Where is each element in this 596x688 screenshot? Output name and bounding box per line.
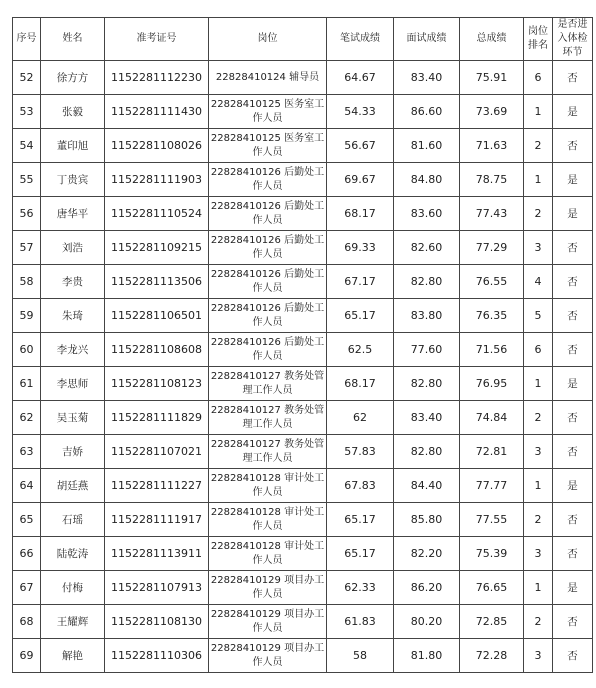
- cell-written-score: 64.67: [327, 61, 394, 95]
- cell-interview-score: 82.80: [394, 435, 460, 469]
- cell-total-score: 72.81: [460, 435, 524, 469]
- cell-post: 22828410126 后勤处工作人员: [209, 333, 327, 367]
- cell-written-score: 56.67: [327, 129, 394, 163]
- cell-post: 22828410128 审计处工作人员: [209, 503, 327, 537]
- table-row: [13, 503, 593, 537]
- cell-index: 55: [13, 163, 41, 197]
- col-header-total-score: 总成绩: [460, 18, 524, 61]
- cell-name: 解艳: [41, 639, 105, 673]
- score-table: [12, 17, 593, 673]
- cell-index: 65: [13, 503, 41, 537]
- cell-index: 64: [13, 469, 41, 503]
- cell-exam-id: 1152281113911: [105, 537, 209, 571]
- cell-medical-exam: 否: [553, 129, 593, 163]
- cell-name: 丁贵宾: [41, 163, 105, 197]
- col-header-written-score: 笔试成绩: [327, 18, 394, 61]
- header-row: [13, 18, 593, 61]
- cell-interview-score: 84.80: [394, 163, 460, 197]
- cell-written-score: 62.5: [327, 333, 394, 367]
- cell-written-score: 61.83: [327, 605, 394, 639]
- cell-post-rank: 3: [524, 435, 553, 469]
- cell-index: 67: [13, 571, 41, 605]
- cell-post-rank: 1: [524, 571, 553, 605]
- table-row: [13, 571, 593, 605]
- cell-name: 胡廷燕: [41, 469, 105, 503]
- cell-total-score: 76.35: [460, 299, 524, 333]
- cell-total-score: 77.55: [460, 503, 524, 537]
- cell-index: 68: [13, 605, 41, 639]
- cell-index: 63: [13, 435, 41, 469]
- cell-interview-score: 81.60: [394, 129, 460, 163]
- table-row: [13, 129, 593, 163]
- col-header-name: 姓名: [41, 18, 105, 61]
- cell-index: 61: [13, 367, 41, 401]
- cell-exam-id: 1152281107021: [105, 435, 209, 469]
- cell-interview-score: 84.40: [394, 469, 460, 503]
- cell-written-score: 57.83: [327, 435, 394, 469]
- cell-post: 22828410129 项目办工作人员: [209, 639, 327, 673]
- cell-index: 59: [13, 299, 41, 333]
- cell-medical-exam: 否: [553, 435, 593, 469]
- cell-total-score: 75.39: [460, 537, 524, 571]
- cell-name: 李龙兴: [41, 333, 105, 367]
- cell-exam-id: 1152281110306: [105, 639, 209, 673]
- cell-name: 王耀辉: [41, 605, 105, 639]
- cell-medical-exam: 否: [553, 231, 593, 265]
- cell-written-score: 69.67: [327, 163, 394, 197]
- cell-written-score: 67.17: [327, 265, 394, 299]
- cell-written-score: 68.17: [327, 197, 394, 231]
- cell-total-score: 77.29: [460, 231, 524, 265]
- cell-medical-exam: 是: [553, 367, 593, 401]
- cell-post-rank: 2: [524, 197, 553, 231]
- cell-post: 22828410126 后勤处工作人员: [209, 197, 327, 231]
- cell-name: 唐华平: [41, 197, 105, 231]
- cell-post: 22828410128 审计处工作人员: [209, 469, 327, 503]
- cell-post-rank: 3: [524, 639, 553, 673]
- cell-interview-score: 82.60: [394, 231, 460, 265]
- cell-post: 22828410128 审计处工作人员: [209, 537, 327, 571]
- col-header-interview-score: 面试成绩: [394, 18, 460, 61]
- cell-written-score: 68.17: [327, 367, 394, 401]
- cell-written-score: 54.33: [327, 95, 394, 129]
- cell-total-score: 72.85: [460, 605, 524, 639]
- cell-medical-exam: 是: [553, 163, 593, 197]
- cell-medical-exam: 是: [553, 197, 593, 231]
- col-header-post-rank: 岗位排名: [524, 18, 553, 61]
- cell-interview-score: 83.80: [394, 299, 460, 333]
- cell-post-rank: 1: [524, 469, 553, 503]
- cell-interview-score: 83.40: [394, 61, 460, 95]
- cell-interview-score: 83.40: [394, 401, 460, 435]
- cell-total-score: 74.84: [460, 401, 524, 435]
- cell-name: 朱琦: [41, 299, 105, 333]
- cell-total-score: 76.55: [460, 265, 524, 299]
- cell-index: 58: [13, 265, 41, 299]
- cell-exam-id: 1152281109215: [105, 231, 209, 265]
- cell-name: 张毅: [41, 95, 105, 129]
- cell-written-score: 62: [327, 401, 394, 435]
- cell-post: 22828410125 医务室工作人员: [209, 129, 327, 163]
- cell-post-rank: 1: [524, 367, 553, 401]
- cell-interview-score: 83.60: [394, 197, 460, 231]
- cell-index: 60: [13, 333, 41, 367]
- cell-total-score: 73.69: [460, 95, 524, 129]
- cell-total-score: 77.43: [460, 197, 524, 231]
- cell-written-score: 67.83: [327, 469, 394, 503]
- table-body: [13, 61, 593, 673]
- cell-total-score: 71.63: [460, 129, 524, 163]
- cell-written-score: 69.33: [327, 231, 394, 265]
- cell-exam-id: 1152281107913: [105, 571, 209, 605]
- cell-exam-id: 1152281108123: [105, 367, 209, 401]
- cell-index: 53: [13, 95, 41, 129]
- col-header-index: 序号: [13, 18, 41, 61]
- table-row: [13, 95, 593, 129]
- cell-name: 石瑶: [41, 503, 105, 537]
- cell-exam-id: 1152281111227: [105, 469, 209, 503]
- cell-medical-exam: 否: [553, 299, 593, 333]
- cell-written-score: 62.33: [327, 571, 394, 605]
- table-row: [13, 61, 593, 95]
- cell-post: 22828410126 后勤处工作人员: [209, 163, 327, 197]
- cell-post-rank: 5: [524, 299, 553, 333]
- cell-post-rank: 2: [524, 401, 553, 435]
- cell-post-rank: 1: [524, 95, 553, 129]
- table-row: [13, 367, 593, 401]
- cell-exam-id: 1152281111917: [105, 503, 209, 537]
- table-header: [13, 18, 593, 61]
- cell-post-rank: 3: [524, 231, 553, 265]
- cell-exam-id: 1152281108130: [105, 605, 209, 639]
- cell-post-rank: 3: [524, 537, 553, 571]
- cell-post: 22828410126 后勤处工作人员: [209, 265, 327, 299]
- cell-total-score: 78.75: [460, 163, 524, 197]
- cell-name: 陆乾涛: [41, 537, 105, 571]
- cell-exam-id: 1152281110524: [105, 197, 209, 231]
- cell-name: 付梅: [41, 571, 105, 605]
- cell-name: 吴玉菊: [41, 401, 105, 435]
- cell-exam-id: 1152281108026: [105, 129, 209, 163]
- cell-interview-score: 77.60: [394, 333, 460, 367]
- cell-post-rank: 6: [524, 61, 553, 95]
- cell-post: 22828410129 项目办工作人员: [209, 605, 327, 639]
- cell-name: 徐方方: [41, 61, 105, 95]
- cell-name: 李思师: [41, 367, 105, 401]
- table-row: [13, 605, 593, 639]
- col-header-exam-id: 准考证号: [105, 18, 209, 61]
- table-row: [13, 537, 593, 571]
- cell-written-score: 65.17: [327, 503, 394, 537]
- cell-total-score: 75.91: [460, 61, 524, 95]
- cell-post-rank: 2: [524, 129, 553, 163]
- cell-medical-exam: 是: [553, 95, 593, 129]
- cell-interview-score: 85.80: [394, 503, 460, 537]
- table-row: [13, 197, 593, 231]
- cell-index: 56: [13, 197, 41, 231]
- table-row: [13, 231, 593, 265]
- table-row: [13, 401, 593, 435]
- cell-name: 董印旭: [41, 129, 105, 163]
- cell-post: 22828410126 后勤处工作人员: [209, 231, 327, 265]
- cell-medical-exam: 否: [553, 503, 593, 537]
- cell-post-rank: 4: [524, 265, 553, 299]
- cell-exam-id: 1152281111903: [105, 163, 209, 197]
- cell-written-score: 65.17: [327, 299, 394, 333]
- cell-medical-exam: 否: [553, 639, 593, 673]
- cell-post: 22828410124 辅导员: [209, 61, 327, 95]
- cell-written-score: 58: [327, 639, 394, 673]
- cell-post-rank: 6: [524, 333, 553, 367]
- cell-index: 62: [13, 401, 41, 435]
- cell-total-score: 76.65: [460, 571, 524, 605]
- cell-exam-id: 1152281108608: [105, 333, 209, 367]
- cell-written-score: 65.17: [327, 537, 394, 571]
- table-row: [13, 163, 593, 197]
- cell-interview-score: 82.80: [394, 367, 460, 401]
- cell-interview-score: 80.20: [394, 605, 460, 639]
- cell-total-score: 72.28: [460, 639, 524, 673]
- cell-post-rank: 1: [524, 163, 553, 197]
- cell-medical-exam: 否: [553, 61, 593, 95]
- cell-interview-score: 82.80: [394, 265, 460, 299]
- table-row: [13, 639, 593, 673]
- cell-interview-score: 86.20: [394, 571, 460, 605]
- col-header-medical-exam: 是否进入体检环节: [553, 18, 593, 61]
- cell-name: 李贵: [41, 265, 105, 299]
- cell-total-score: 76.95: [460, 367, 524, 401]
- cell-post: 22828410129 项目办工作人员: [209, 571, 327, 605]
- cell-exam-id: 1152281111829: [105, 401, 209, 435]
- cell-index: 66: [13, 537, 41, 571]
- table-row: [13, 469, 593, 503]
- cell-interview-score: 86.60: [394, 95, 460, 129]
- cell-post-rank: 2: [524, 503, 553, 537]
- cell-exam-id: 1152281113506: [105, 265, 209, 299]
- cell-index: 52: [13, 61, 41, 95]
- cell-exam-id: 1152281111430: [105, 95, 209, 129]
- cell-name: 吉娇: [41, 435, 105, 469]
- table-row: [13, 435, 593, 469]
- cell-exam-id: 1152281112230: [105, 61, 209, 95]
- cell-medical-exam: 否: [553, 333, 593, 367]
- cell-interview-score: 81.80: [394, 639, 460, 673]
- cell-index: 69: [13, 639, 41, 673]
- cell-post: 22828410127 教务处管理工作人员: [209, 435, 327, 469]
- cell-medical-exam: 否: [553, 537, 593, 571]
- table-row: [13, 299, 593, 333]
- cell-total-score: 71.56: [460, 333, 524, 367]
- cell-post: 22828410125 医务室工作人员: [209, 95, 327, 129]
- cell-exam-id: 1152281106501: [105, 299, 209, 333]
- cell-post: 22828410127 教务处管理工作人员: [209, 367, 327, 401]
- table-row: [13, 265, 593, 299]
- cell-index: 54: [13, 129, 41, 163]
- cell-medical-exam: 否: [553, 605, 593, 639]
- table-row: [13, 333, 593, 367]
- cell-total-score: 77.77: [460, 469, 524, 503]
- cell-name: 刘浩: [41, 231, 105, 265]
- cell-post-rank: 2: [524, 605, 553, 639]
- cell-medical-exam: 是: [553, 469, 593, 503]
- col-header-post: 岗位: [209, 18, 327, 61]
- cell-post: 22828410126 后勤处工作人员: [209, 299, 327, 333]
- cell-medical-exam: 否: [553, 401, 593, 435]
- cell-interview-score: 82.20: [394, 537, 460, 571]
- cell-medical-exam: 否: [553, 265, 593, 299]
- cell-medical-exam: 是: [553, 571, 593, 605]
- cell-index: 57: [13, 231, 41, 265]
- cell-post: 22828410127 教务处管理工作人员: [209, 401, 327, 435]
